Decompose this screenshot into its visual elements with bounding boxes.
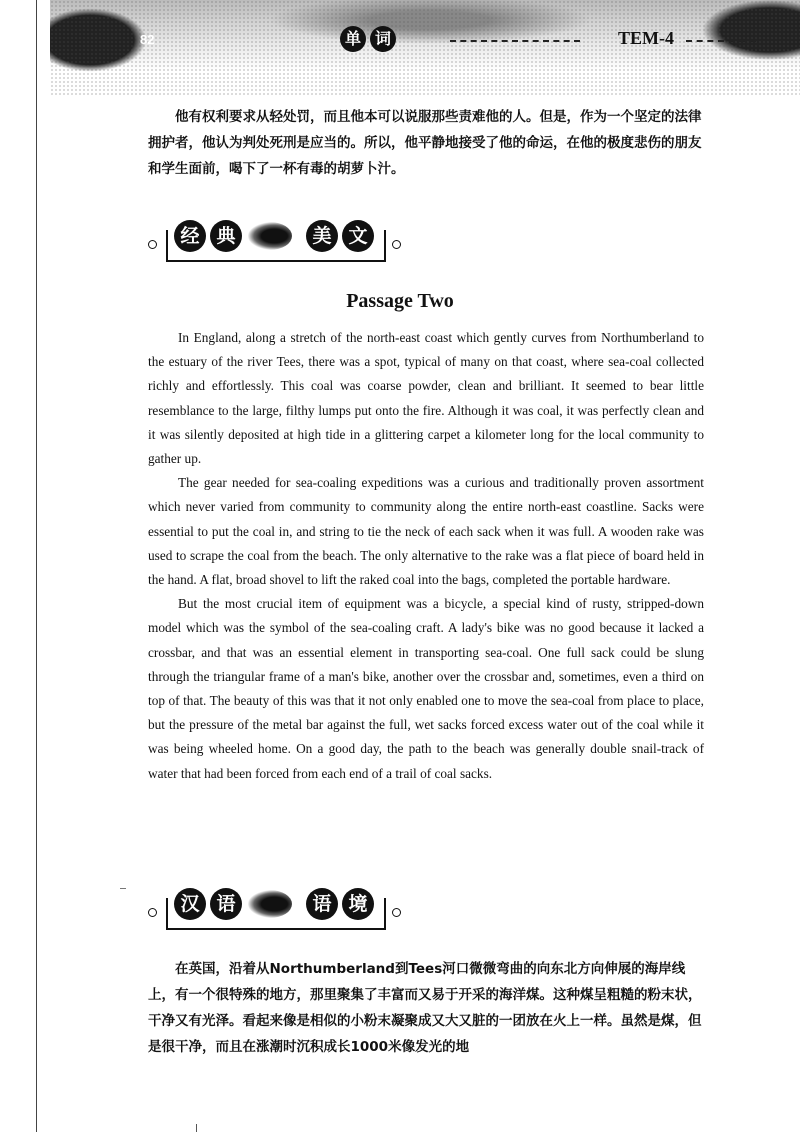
banner-char: 美 xyxy=(306,220,338,252)
section-banner-classic xyxy=(148,218,408,262)
banner-char: 语 xyxy=(210,888,242,920)
banner-char: 汉 xyxy=(174,888,206,920)
header-dashes xyxy=(450,40,580,42)
intro-chinese-paragraph: 他有权利要求从轻处罚，而且他本可以说服那些责难他的人。但是，作为一个坚定的法律拥护者，他认为判处死刑是应当的。所以，他平静地接受了他的命运，在他的极度悲伤的朋友和学生面前，喝下了一杯有毒的胡萝卜汁。 xyxy=(148,109,702,177)
passage-title: Passage Two xyxy=(346,290,454,312)
header-char: 词 xyxy=(370,26,396,52)
ink-splash-icon xyxy=(248,222,292,250)
passage-paragraph: In England, along a stretch of the north-east coast which gently curves from Northumberland to the estuary of the river Tees, there was a spot, typical of many on that coast, where sea-coal collected richly and effortlessly. This coal was coarse powder, clean and brilliant. It seemed to bear little resemblance to the large, filthy lumps put onto the fire. Although it was coal, it was perfectly clean and it was silently deposited at high tide in a glittering carpet a kilometer long for the local community to gather up. xyxy=(148,330,704,467)
banner-char: 文 xyxy=(342,220,374,252)
banner-dot xyxy=(392,240,401,249)
header-char: 单 xyxy=(340,26,366,52)
translation-chinese-paragraph: 在英国，沿着从Northumberland到Tees河口微微弯曲的向东北方向伸展的海岸线上，有一个很特殊的地方，那里聚集了丰富而又易于开采的海洋煤。这种煤呈粗糙的粉末状，干净又有光泽。看起来像是相似的小粉末凝聚成又大又脏的一团放在火上一样。虽然是煤，但是很干净，而且在涨潮时沉积成长1000米像发光的地 xyxy=(148,961,702,1055)
banner-dot xyxy=(148,908,157,917)
passage-body xyxy=(148,326,704,786)
header-series: TEM-4 xyxy=(618,28,674,48)
page-header xyxy=(50,0,800,95)
scan-mark xyxy=(196,1124,197,1132)
scan-mark xyxy=(120,888,126,889)
passage-paragraph: The gear needed for sea-coaling expeditions was a curious and traditionally proven assortment which never varied from community to community along the entire north-east coastline. Sacks were essential to put the coal in, and string to tie the neck of each sack when it was full. A wooden rake was used to scrape the coal from the beach. The only alternative to the rake was a flat piece of board held in the hand. A flat, broad shovel to lift the raked coal into the bags, completed the portable hardware. xyxy=(148,475,704,588)
ink-splash-icon xyxy=(248,890,292,918)
banner-dot xyxy=(392,908,401,917)
page-left-border xyxy=(36,0,37,1132)
banner-char: 语 xyxy=(306,888,338,920)
page-number: 82 xyxy=(140,32,155,47)
header-word-label xyxy=(340,26,396,52)
passage-paragraph: But the most crucial item of equipment was a bicycle, a special kind of rusty, stripped-down model which was the symbol of the sea-coaling craft. A lady's bike was no good because it lacked a crossbar, and that was an essential element in transporting sea-coal. One full sack could be slung through the triangular frame of a man's bike, another over the crossbar and, sometimes, even a third on top of that. The beauty of this was that it not only enabled one to move the sea-coal from place to place, but the pressure of the metal bar against the full, wet sacks forced excess water out of the coal while it was being wheeled home. On a good day, the path to the beach was generally double snail-track of water that had been forced from each end of a trail of coal sacks. xyxy=(148,596,704,781)
header-dashes xyxy=(686,40,756,42)
banner-char: 经 xyxy=(174,220,206,252)
section-banner-chinese xyxy=(148,886,408,930)
banner-char: 境 xyxy=(342,888,374,920)
banner-char: 典 xyxy=(210,220,242,252)
banner-dot xyxy=(148,240,157,249)
